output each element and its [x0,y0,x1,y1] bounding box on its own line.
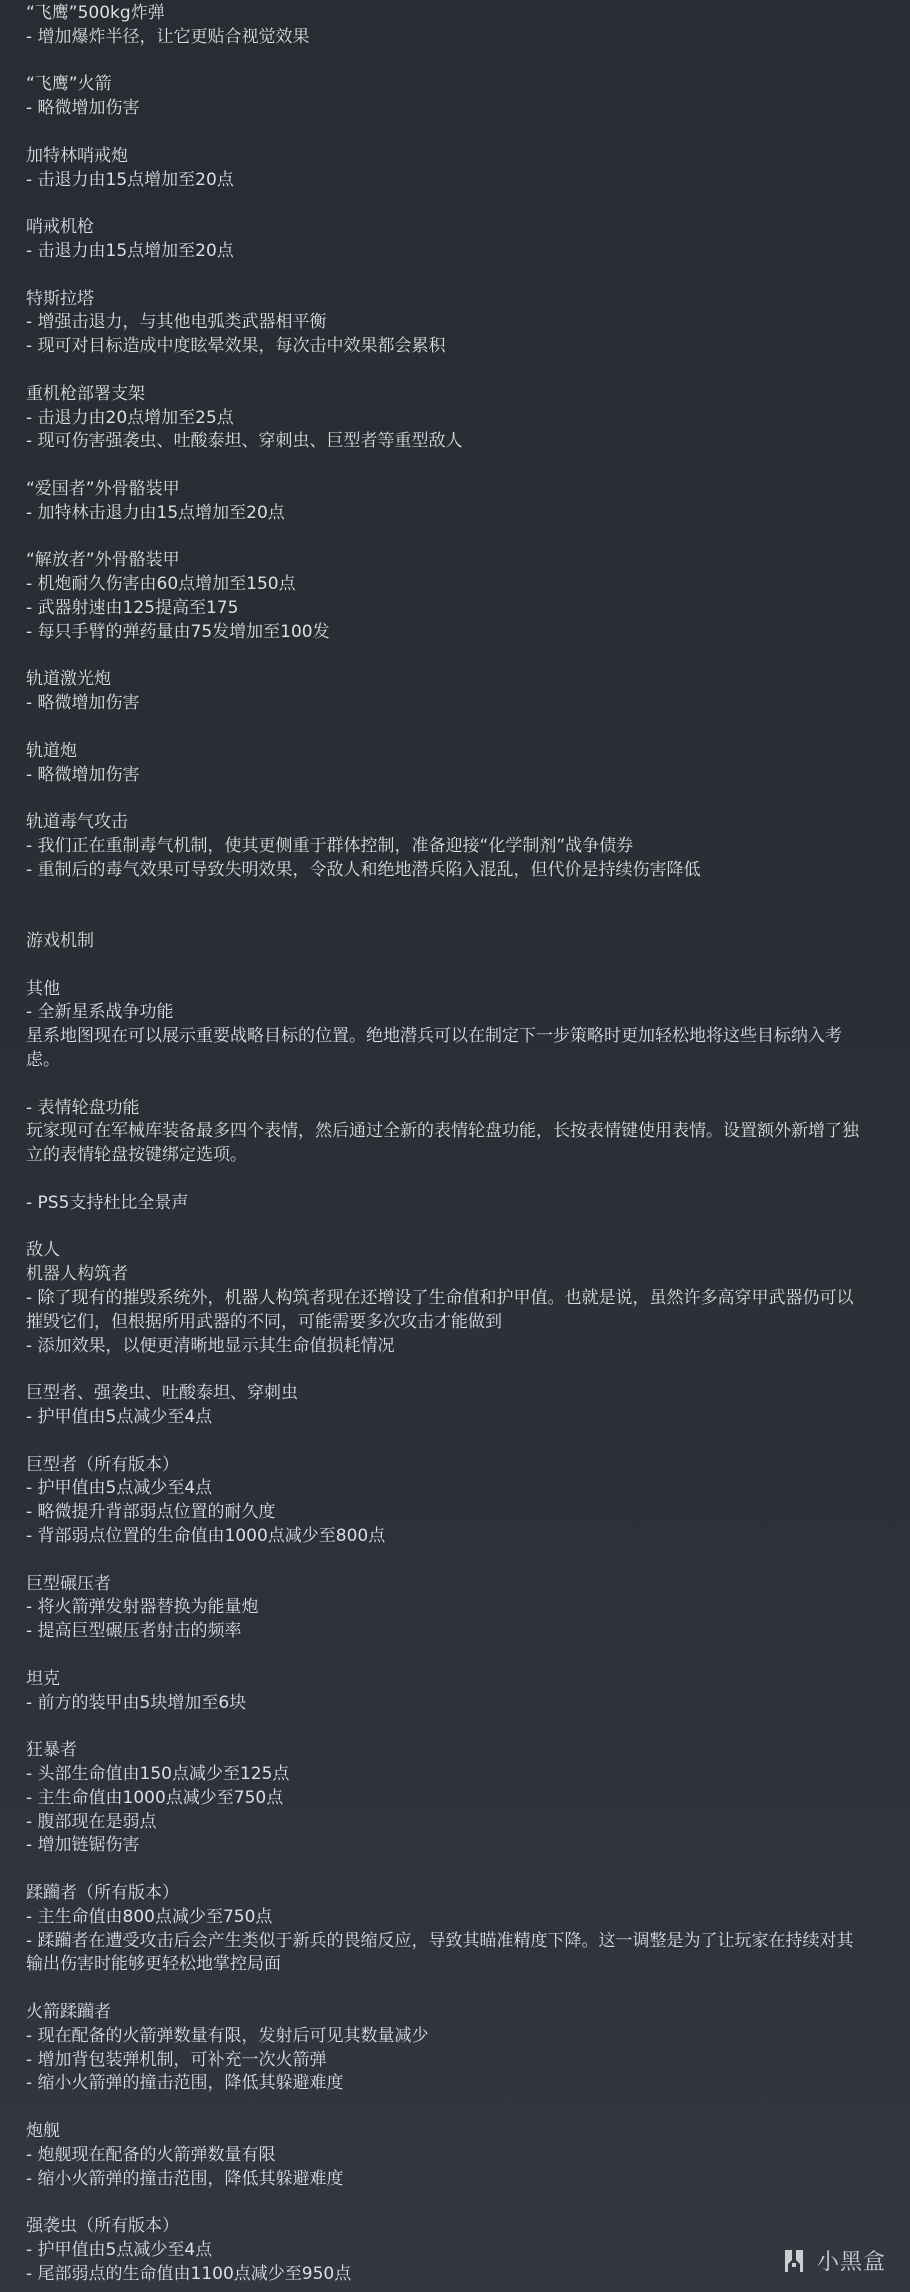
blank-line [26,2191,886,2215]
bullet-line: - 主生命值由800点减少至750点 [26,1906,273,1927]
text-line: 输出伤害时能够更轻松地掌控局面 [26,1954,281,1975]
blank-line [26,1073,886,1097]
blank-line [26,264,886,288]
bullet-line: - 我们正在重制毒气机制，使其更侧重于群体控制，准备迎接“化学制剂”战争债券 [26,835,634,856]
blank-line [26,787,886,811]
blank-line [26,716,886,740]
watermark [779,2245,886,2276]
bullet-line: - 蹂躏者在遭受攻击后会产生类似于新兵的畏缩反应，导致其瞄准精度下降。这一调整是为了让玩家在持续对其 [26,1930,854,1951]
text-line: 加特林哨戒炮 [26,145,128,166]
blank-line [26,454,886,478]
blank-line [26,359,886,383]
text-line: 其他 [26,978,60,999]
bullet-line: - 现可伤害强袭虫、吐酸泰坦、穿刺虫、巨型者等重型敌人 [26,431,463,452]
bullet-line: - 腹部现在是弱点 [26,1811,157,1832]
bullet-line: - 前方的装甲由5块增加至6块 [26,1692,247,1713]
text-line: “爱国者”外骨骼装甲 [26,478,180,499]
bullet-line: - 现可对目标造成中度眩晕效果，每次击中效果都会累积 [26,336,446,357]
blank-line [26,882,886,906]
text-line: 巨型碾压者 [26,1573,111,1594]
blank-line [26,1715,886,1739]
bullet-line: - 护甲值由5点减少至4点 [26,2239,213,2260]
text-line: 摧毁它们，但根据所用武器的不同，可能需要多次攻击才能做到 [26,1311,502,1332]
bullet-line: - 缩小火箭弹的撞击范围，降低其躲避难度 [26,2073,344,2094]
bullet-line: - 护甲值由5点减少至4点 [26,1407,213,1428]
text-line: 敌人 [26,1240,60,1261]
bullet-line: - 除了现有的摧毁系统外，机器人构筑者现在还增设了生命值和护甲值。也就是说，虽然许多高穿甲武器仍可以 [26,1288,854,1309]
text-line: 立的表情轮盘按键绑定选项。 [26,1145,247,1166]
text-line: 游戏机制 [26,931,94,952]
text-line: 哨戒机枪 [26,217,94,238]
text-line: 狂暴者 [26,1740,77,1761]
bullet-line: - PS5支持杜比全景声 [26,1192,189,1213]
bullet-line: - 全新星系战争功能 [26,1002,174,1023]
bullet-line: - 表情轮盘功能 [26,1097,140,1118]
text-line: 星系地图现在可以展示重要战略目标的位置。绝地潜兵可以在制定下一步策略时更加轻松地将这些目标纳入考 [26,1026,842,1047]
text-line: 轨道炮 [26,740,77,761]
patch-notes-document [26,2,886,2287]
bullet-line: - 每只手臂的弹药量由75发增加至100发 [26,621,330,642]
text-line: 巨型者（所有版本） [26,1454,179,1475]
blank-line [26,1644,886,1668]
bullet-line: - 加特林击退力由15点增加至20点 [26,502,285,523]
text-line: 巨型者、强袭虫、吐酸泰坦、穿刺虫 [26,1383,298,1404]
bullet-line: - 击退力由15点增加至20点 [26,169,234,190]
bullet-line: - 提高巨型碾压者射击的频率 [26,1621,242,1642]
bullet-line: - 头部生命值由150点减少至125点 [26,1763,290,1784]
bullet-line: - 将火箭弹发射器替换为能量炮 [26,1597,259,1618]
text-line: 炮舰 [26,2120,60,2141]
blank-line [26,1168,886,1192]
blank-line [26,954,886,978]
blank-line [26,1858,886,1882]
watermark-text: 小黑盒 [816,2250,886,2275]
bullet-line: - 炮舰现在配备的火箭弹数量有限 [26,2144,276,2165]
bullet-line: - 缩小火箭弹的撞击范围，降低其躲避难度 [26,2168,344,2189]
text-line: 坦克 [26,1668,60,1689]
bullet-line: - 击退力由15点增加至20点 [26,240,234,261]
blank-line [26,121,886,145]
bullet-line: - 主生命值由1000点减少至750点 [26,1787,284,1808]
blank-line [26,526,886,550]
bullet-line: - 略微增加伤害 [26,693,140,714]
blank-line [26,1358,886,1382]
bullet-line: - 重制后的毒气效果可导致失明效果，令敌人和绝地潜兵陷入混乱，但代价是持续伤害降低 [26,859,701,880]
text-line: 重机枪部署支架 [26,383,145,404]
bullet-line: - 增加链锯伤害 [26,1835,140,1856]
blank-line [26,1977,886,2001]
bullet-line: - 尾部弱点的生命值由1100点减少至950点 [26,2263,352,2284]
bullet-line: - 略微提升背部弱点位置的耐久度 [26,1502,276,1523]
bullet-line: - 添加效果，以便更清晰地显示其生命值损耗情况 [26,1335,395,1356]
text-line: 蹂躏者（所有版本） [26,1882,179,1903]
text-line: “解放者”外骨骼装甲 [26,550,180,571]
blank-line [26,1549,886,1573]
blank-line [26,1216,886,1240]
blank-line [26,2096,886,2120]
bullet-line: - 背部弱点位置的生命值由1000点减少至800点 [26,1526,386,1546]
text-line: 轨道激光炮 [26,669,111,690]
text-line: 机器人构筑者 [26,1264,128,1285]
text-line: 特斯拉塔 [26,288,94,309]
text-line: 玩家现可在军械库装备最多四个表情，然后通过全新的表情轮盘功能，长按表情键使用表情。设置额外新增了独 [26,1121,859,1142]
blank-line [26,50,886,74]
bullet-line: - 略微增加伤害 [26,764,140,785]
blank-line [26,906,886,930]
text-line: 轨道毒气攻击 [26,812,128,833]
text-line: 火箭蹂躏者 [26,2001,111,2022]
text-line: 强袭虫（所有版本） [26,2216,179,2237]
text-line: 虑。 [26,1050,60,1071]
bullet-line: - 增加爆炸半径，让它更贴合视觉效果 [26,26,310,47]
text-line: “飞鹰”500kg炸弹 [26,3,165,23]
bullet-line: - 略微增加伤害 [26,98,140,119]
bullet-line: - 击退力由20点增加至25点 [26,407,234,428]
xiaoheihe-logo-icon [779,2246,809,2276]
bullet-line: - 增强击退力，与其他电弧类武器相平衡 [26,312,327,333]
bullet-line: - 护甲值由5点减少至4点 [26,1478,213,1499]
blank-line [26,192,886,216]
bullet-line: - 增加背包装弹机制，可补充一次火箭弹 [26,2049,327,2070]
text-line: “飞鹰”火箭 [26,74,112,95]
blank-line [26,1430,886,1454]
bullet-line: - 机炮耐久伤害由60点增加至150点 [26,574,296,595]
bullet-line: - 武器射速由125提高至175 [26,597,239,618]
blank-line [26,645,886,669]
bullet-line: - 现在配备的火箭弹数量有限，发射后可见其数量减少 [26,2025,429,2046]
